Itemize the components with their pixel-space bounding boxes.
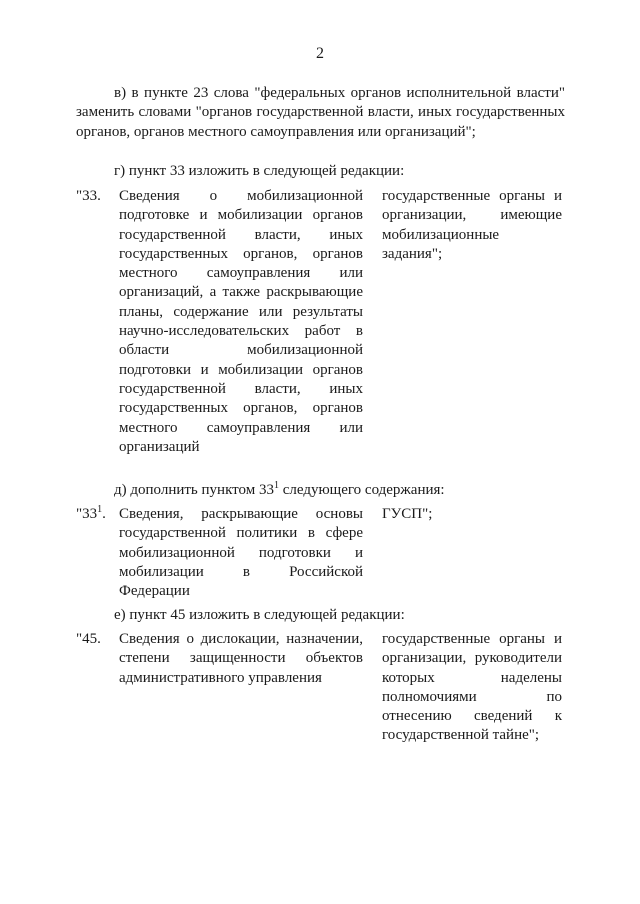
entry-33-1-description: Сведения, раскрывающие основы государственной политики в сфере мобилизационной подготовки и мобилизации в Российской Федерации: [119, 506, 363, 600]
entry-45-number: "45.: [76, 631, 101, 647]
entry-45-owner: государственные органы и организации, руководители которых наделены полномочиями по отнесению сведений к государственной тайне";: [382, 631, 562, 744]
paragraph-g: г) пункт 33 изложить в следующей редакции:: [114, 163, 405, 179]
entry-45-description: Сведения о дислокации, назначении, степени защищенности объектов административного управления: [119, 631, 363, 686]
entry-33-number: "33.: [76, 188, 101, 204]
entry-33-description: Сведения о мобилизационной подготовке и мобилизации органов государственной власти, иных государственных органов, органов местного самоуправления или организаций, а также раскрывающие планы, содержание или результаты научно-исследовательских работ в области мобилизационной подготовки и мобилизации органов государственной власти, иных государственных органов, органов местного самоуправления или организаций: [119, 188, 363, 455]
entry-33-1-number-dot: .: [102, 506, 106, 522]
page-number: 2: [316, 45, 324, 62]
entry-33-1-number-main: "33: [76, 506, 98, 522]
entry-33-owner: государственные органы и организации, имеющие мобилизационные задания";: [382, 188, 562, 262]
paragraph-v: в) в пункте 23 слова "федеральных органов исполнительной власти" заменить словами "органов государственной власти, иных государственных органов, органов местного самоуправления или организаций";: [76, 85, 565, 140]
paragraph-e: е) пункт 45 изложить в следующей редакции:: [114, 607, 405, 623]
paragraph-d-superscript: 1: [273, 480, 279, 491]
paragraph-d: [76, 481, 565, 500]
paragraph-d-text-end: следующего содержания:: [278, 482, 445, 498]
paragraph-d-text: д) дополнить пунктом 33: [114, 482, 274, 498]
entry-33-1-number-superscript: 1: [97, 504, 103, 515]
entry-33-1-number: [76, 505, 106, 524]
entry-33-1-owner: ГУСП";: [382, 506, 433, 522]
